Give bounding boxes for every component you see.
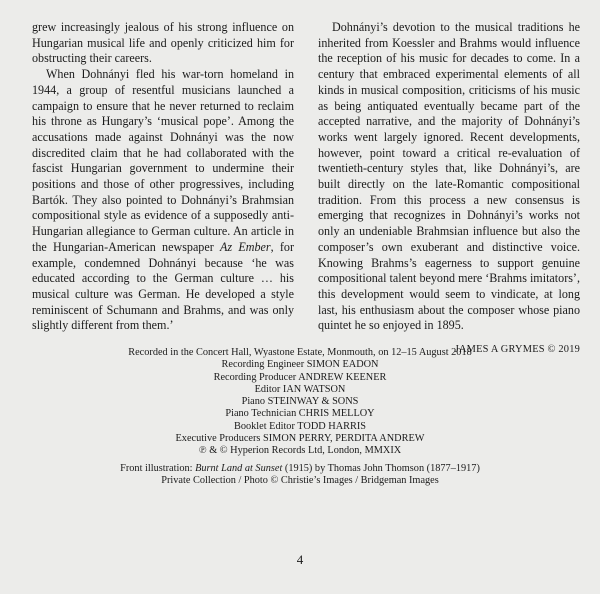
credit-piano: Piano STEINWAY & SONS [241,396,359,408]
left-paragraph-2-text-a: When Dohnányi fled his war-torn homeland in 1944, a group of resentful musicians launched a campaign to ensure that he never returned to reclaim his throne as Hungary’s ‘musical pope’. Among the accusations made against Dohnányi was the now discredited claim that he had collaborated with the fascist Hungarian government to undermine their positions and those of other progressives, including Bartók. They also pointed to Dohnányi’s Brahmsian compositional style as evidence of a supposedly anti-Hungarian allegiance to German culture. An article in the Hungarian-American newspaper [32,67,294,254]
recording-credits [0,347,600,487]
page-number: 4 [296,552,304,567]
credit-collection: Private Collection / Photo © Christie’s Images / Bridgeman Images [161,474,439,486]
left-paragraph-2 [32,67,294,334]
artwork-title: Burnt Land at Sunset [195,462,283,474]
credit-producer: Recording Producer ANDREW KEENER [213,371,387,383]
left-paragraph-2-text-b: , for example, condemned Dohnányi because ‘he was educated according to the German culture … his musical culture was German. He developed a style reminiscent of Schumann and Brahms, and was only slightly different from them.’ [32,239,294,333]
front-prefix: Front illustration: [120,462,196,474]
credit-copyright: ℗ & © Hyperion Records Ltd, London, MMXIX [198,445,402,457]
right-paragraph-1: Dohnányi’s devotion to the musical traditions he inherited from Koessler and Brahms would influence the reception of his music for decades to come. In a century that embraced experimental elements of all kinds in musical composition, criticisms of his music as being antiquated eventually became part of the accepted narrative, and the majority of Dohnányi’s works went largely ignored. Recent developments, however, point toward a critical re-evaluation of twentieth-century styles that, like Dohnányi’s, are built directly on the late-Romantic compositional tradition. From this process a new consensus is emerging that recognizes in Dohnányi’s works not only an undeniable Brahmsian influence but also the composer’s own exuberant and distinctive voice. Knowing Brahms’s eagerness to support genuine compositional talent beyond mere ‘Brahms imitators’, this development would seem to vindicate, at long last, his enthusiasm about the composer whose piano quintet he so enjoyed in 1895. [318,20,580,333]
left-paragraph-1: grew increasingly jealous of his strong influence on Hungarian musical life and openly criticized him for obstructing their careers. [32,20,294,66]
newspaper-title: Az Ember [220,239,271,254]
credit-front-illustration [0,463,600,475]
credit-recorded: Recorded in the Concert Hall, Wyastone Estate, Monmouth, on 12–15 August 2018 [128,347,472,358]
credit-engineer: Recording Engineer SIMON EADON [221,359,379,371]
author-signature: JAMES A GRYMES © 2019 [454,344,580,356]
credit-booklet-editor: Booklet Editor TODD HARRIS [233,420,367,432]
credit-executive: Executive Producers SIMON PERRY, PERDITA ANDREW [175,433,425,445]
left-column [32,20,294,334]
right-column [318,20,580,358]
credit-technician: Piano Technician CHRIS MELLOY [225,408,375,420]
credit-editor: Editor IAN WATSON [254,383,346,395]
front-suffix: (1915) by Thomas John Thomson (1877–1917) [282,462,480,474]
